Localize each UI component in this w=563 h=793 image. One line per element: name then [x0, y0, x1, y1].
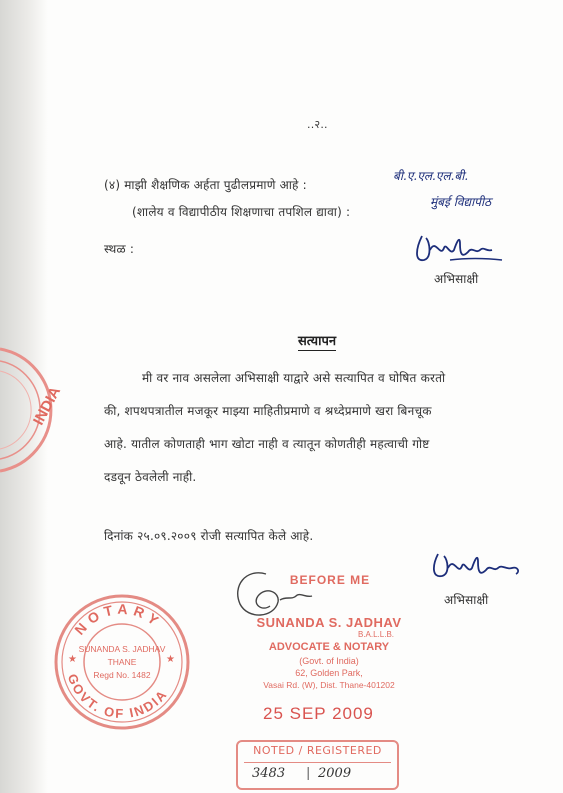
left-seal-text: INDIA — [30, 383, 65, 428]
notary-seal-bottom-text: GOVT. OF INDIA — [64, 671, 171, 722]
advocate-address-1: 62, Golden Park, — [295, 668, 363, 678]
advocate-degree: B.A.L.L.B. — [357, 630, 395, 639]
education-line-2-label: (शालेय व विद्यापीठीय शिक्षणाचा तपशिल द्यावा) : — [132, 205, 351, 219]
education-line-2-value: मुंबई विद्यापीठ — [430, 195, 492, 209]
sthal-label: स्थळ : — [104, 242, 135, 256]
svg-text:★: ★ — [68, 654, 77, 665]
advocate-title: ADVOCATE & NOTARY — [268, 641, 390, 653]
witness-signature-2 — [428, 548, 528, 590]
witness-signature-1 — [410, 228, 510, 276]
svg-text:★: ★ — [166, 654, 175, 665]
verification-line-1: मी वर नाव असलेला अभिसाक्षी याद्वारे असे सत्यापित व घोषित करतो — [142, 371, 446, 385]
education-line-1-label: (४) माझी शैक्षणिक अर्हता पुढीलप्रमाणे आहे : — [104, 178, 307, 192]
advocate-address-2: Vasai Rd. (W), Dist. Thane-401202 — [263, 680, 395, 690]
page-number: ..२.. — [307, 118, 328, 131]
witness-label-2: अभिसाक्षी — [444, 593, 489, 607]
verification-line-3: आहे. यातील कोणताही भाग खोटा नाही व त्यातून कोणतीही महत्वाची गोष्ट — [104, 437, 430, 451]
notary-seal-regd: Regd No. 1482 — [93, 670, 151, 680]
noted-registered-label: NOTED / REGISTERED — [253, 744, 382, 757]
noted-registered-divider — [244, 762, 391, 763]
verification-heading — [298, 331, 336, 349]
notary-seal-top-text: NOTARY — [71, 600, 166, 638]
advocate-govt: (Govt. of India) — [299, 656, 359, 666]
noted-registered-number: 3483 — [252, 766, 286, 781]
education-line-1-value: बी.ए.एल.एल.बी. — [393, 169, 469, 183]
notary-seal-city: THANE — [107, 657, 137, 667]
verification-heading-text: सत्यापन — [298, 334, 337, 349]
noted-registered-box — [236, 740, 399, 790]
noted-registered-separator: | — [306, 766, 311, 781]
notary-seal-name: SUNANDA S. JADHAV — [78, 644, 166, 654]
noted-registered-year: 2009 — [318, 766, 352, 781]
verification-line-4: दडवून ठेवलेली नाही. — [104, 470, 197, 484]
verification-line-2: की, शपथपत्रातील मजकूर माझ्या माहितीप्रमाणे व श्रध्देप्रमाणे खरा बिनचूक — [104, 404, 432, 418]
notary-round-seal — [52, 592, 192, 732]
advocate-name: SUNANDA S. JADHAV — [256, 615, 402, 630]
date-stamp: 25 SEP 2009 — [263, 704, 374, 723]
advocate-before-me: BEFORE ME — [289, 573, 371, 587]
verification-date-line: दिनांक २५.०९.२००९ रोजी सत्यापित केले आहे. — [104, 529, 314, 543]
witness-label-1: अभिसाक्षी — [434, 272, 479, 286]
